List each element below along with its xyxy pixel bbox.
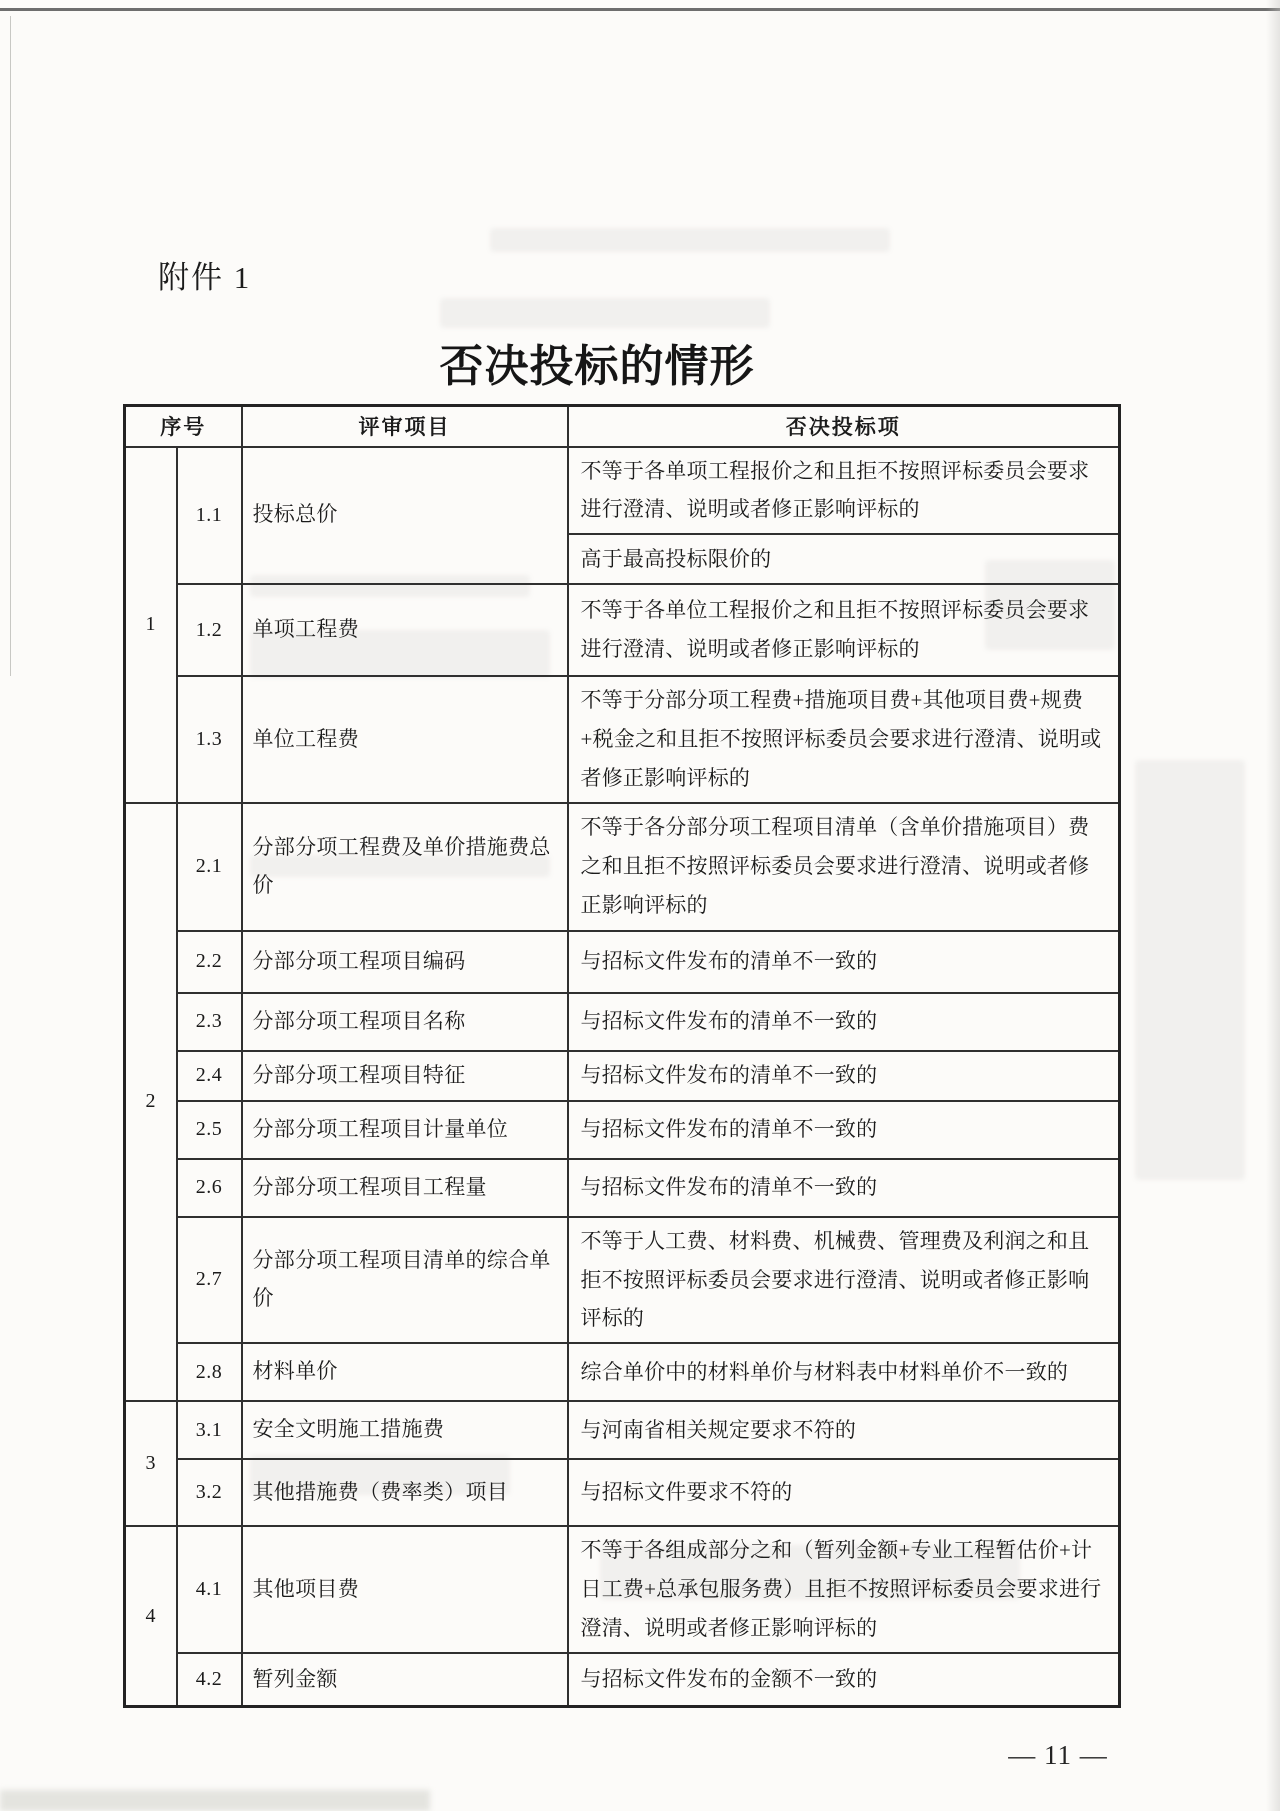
rejection-table-container <box>123 404 1121 1708</box>
reject-criterion: 与招标文件发布的金额不一致的 <box>568 1653 1120 1707</box>
row-no: 3.2 <box>177 1459 242 1526</box>
table-row <box>125 1459 1120 1526</box>
review-item: 单项工程费 <box>242 584 568 676</box>
rejection-table <box>123 404 1121 1708</box>
reject-criterion: 不等于各单项工程报价之和且拒不按照评标委员会要求进行澄清、说明或者修正影响评标的 <box>568 447 1120 535</box>
reject-criterion: 不等于分部分项工程费+措施项目费+其他项目费+规费+税金之和且拒不按照评标委员会要求进行澄清、说明或者修正影响评标的 <box>568 676 1120 803</box>
review-item: 分部分项工程项目编码 <box>242 931 568 993</box>
reject-criterion: 与招标文件发布的清单不一致的 <box>568 993 1120 1051</box>
table-row <box>125 1217 1120 1344</box>
row-no: 3.1 <box>177 1401 242 1459</box>
scan-bleed-artifact <box>1135 760 1245 1180</box>
reject-criterion: 与河南省相关规定要求不符的 <box>568 1401 1120 1459</box>
review-item: 分部分项工程项目工程量 <box>242 1159 568 1217</box>
row-no: 2.7 <box>177 1217 242 1344</box>
row-no: 4.2 <box>177 1653 242 1707</box>
reject-criterion: 综合单价中的材料单价与材料表中材料单价不一致的 <box>568 1343 1120 1401</box>
table-row <box>125 1653 1120 1707</box>
scan-edge-top <box>0 8 1280 11</box>
review-item: 分部分项工程费及单价措施费总价 <box>242 803 568 931</box>
reject-criterion: 与招标文件发布的清单不一致的 <box>568 1051 1120 1101</box>
row-no: 4.1 <box>177 1526 242 1653</box>
review-item: 分部分项工程项目名称 <box>242 993 568 1051</box>
reject-criterion: 不等于各单位工程报价之和且拒不按照评标委员会要求进行澄清、说明或者修正影响评标的 <box>568 584 1120 676</box>
row-no: 2.3 <box>177 993 242 1051</box>
reject-criterion: 与招标文件发布的清单不一致的 <box>568 1159 1120 1217</box>
table-row <box>125 931 1120 993</box>
row-no: 2.2 <box>177 931 242 993</box>
table-row <box>125 993 1120 1051</box>
scan-edge-left <box>10 16 11 676</box>
row-no: 1.3 <box>177 676 242 803</box>
review-item: 单位工程费 <box>242 676 568 803</box>
row-no: 2.6 <box>177 1159 242 1217</box>
header-item: 评审项目 <box>242 406 568 447</box>
row-no: 2.8 <box>177 1343 242 1401</box>
group-no: 1 <box>125 447 177 803</box>
table-row <box>125 1101 1120 1159</box>
review-item: 分部分项工程项目特征 <box>242 1051 568 1101</box>
scan-bleed-artifact <box>490 228 890 252</box>
row-no: 2.4 <box>177 1051 242 1101</box>
attachment-label: 附件 1 <box>158 260 252 295</box>
page-number: — 11 — <box>1008 1740 1108 1770</box>
reject-criterion: 不等于各分部分项工程项目清单（含单价措施项目）费之和且拒不按照评标委员会要求进行澄清、说明或者修正影响评标的 <box>568 803 1120 931</box>
review-item: 分部分项工程项目计量单位 <box>242 1101 568 1159</box>
table-row <box>125 1526 1120 1653</box>
group-no: 3 <box>125 1401 177 1526</box>
group-no: 2 <box>125 803 177 1402</box>
table-row <box>125 1343 1120 1401</box>
row-no: 2.5 <box>177 1101 242 1159</box>
scan-edge-right <box>1266 0 1280 1811</box>
reject-criterion: 与招标文件发布的清单不一致的 <box>568 1101 1120 1159</box>
row-no: 1.2 <box>177 584 242 676</box>
group-no: 4 <box>125 1526 177 1707</box>
header-reject: 否决投标项 <box>568 406 1120 447</box>
review-item: 安全文明施工措施费 <box>242 1401 568 1459</box>
reject-criterion: 与招标文件要求不符的 <box>568 1459 1120 1526</box>
scan-bleed-artifact <box>440 298 770 328</box>
header-seq: 序号 <box>125 406 242 447</box>
scan-smudge-bottom <box>0 1790 430 1811</box>
reject-criterion: 不等于各组成部分之和（暂列金额+专业工程暂估价+计日工费+总承包服务费）且拒不按照评标委员会要求进行澄清、说明或者修正影响评标的 <box>568 1526 1120 1653</box>
table-row <box>125 1159 1120 1217</box>
reject-criterion: 高于最高投标限价的 <box>568 534 1120 584</box>
table-row <box>125 447 1120 535</box>
table-row <box>125 584 1120 676</box>
page-title: 否决投标的情形 <box>439 342 755 391</box>
row-no: 2.1 <box>177 803 242 931</box>
reject-criterion: 不等于人工费、材料费、机械费、管理费及利润之和且拒不按照评标委员会要求进行澄清、说明或者修正影响评标的 <box>568 1217 1120 1344</box>
review-item: 材料单价 <box>242 1343 568 1401</box>
table-header-row <box>125 406 1120 447</box>
review-item: 其他措施费（费率类）项目 <box>242 1459 568 1526</box>
table-row <box>125 1051 1120 1101</box>
review-item: 其他项目费 <box>242 1526 568 1653</box>
review-item: 暂列金额 <box>242 1653 568 1707</box>
review-item: 分部分项工程项目清单的综合单价 <box>242 1217 568 1344</box>
reject-criterion: 与招标文件发布的清单不一致的 <box>568 931 1120 993</box>
row-no: 1.1 <box>177 447 242 585</box>
table-row <box>125 676 1120 803</box>
review-item: 投标总价 <box>242 447 568 585</box>
table-row <box>125 1401 1120 1459</box>
table-row <box>125 803 1120 931</box>
